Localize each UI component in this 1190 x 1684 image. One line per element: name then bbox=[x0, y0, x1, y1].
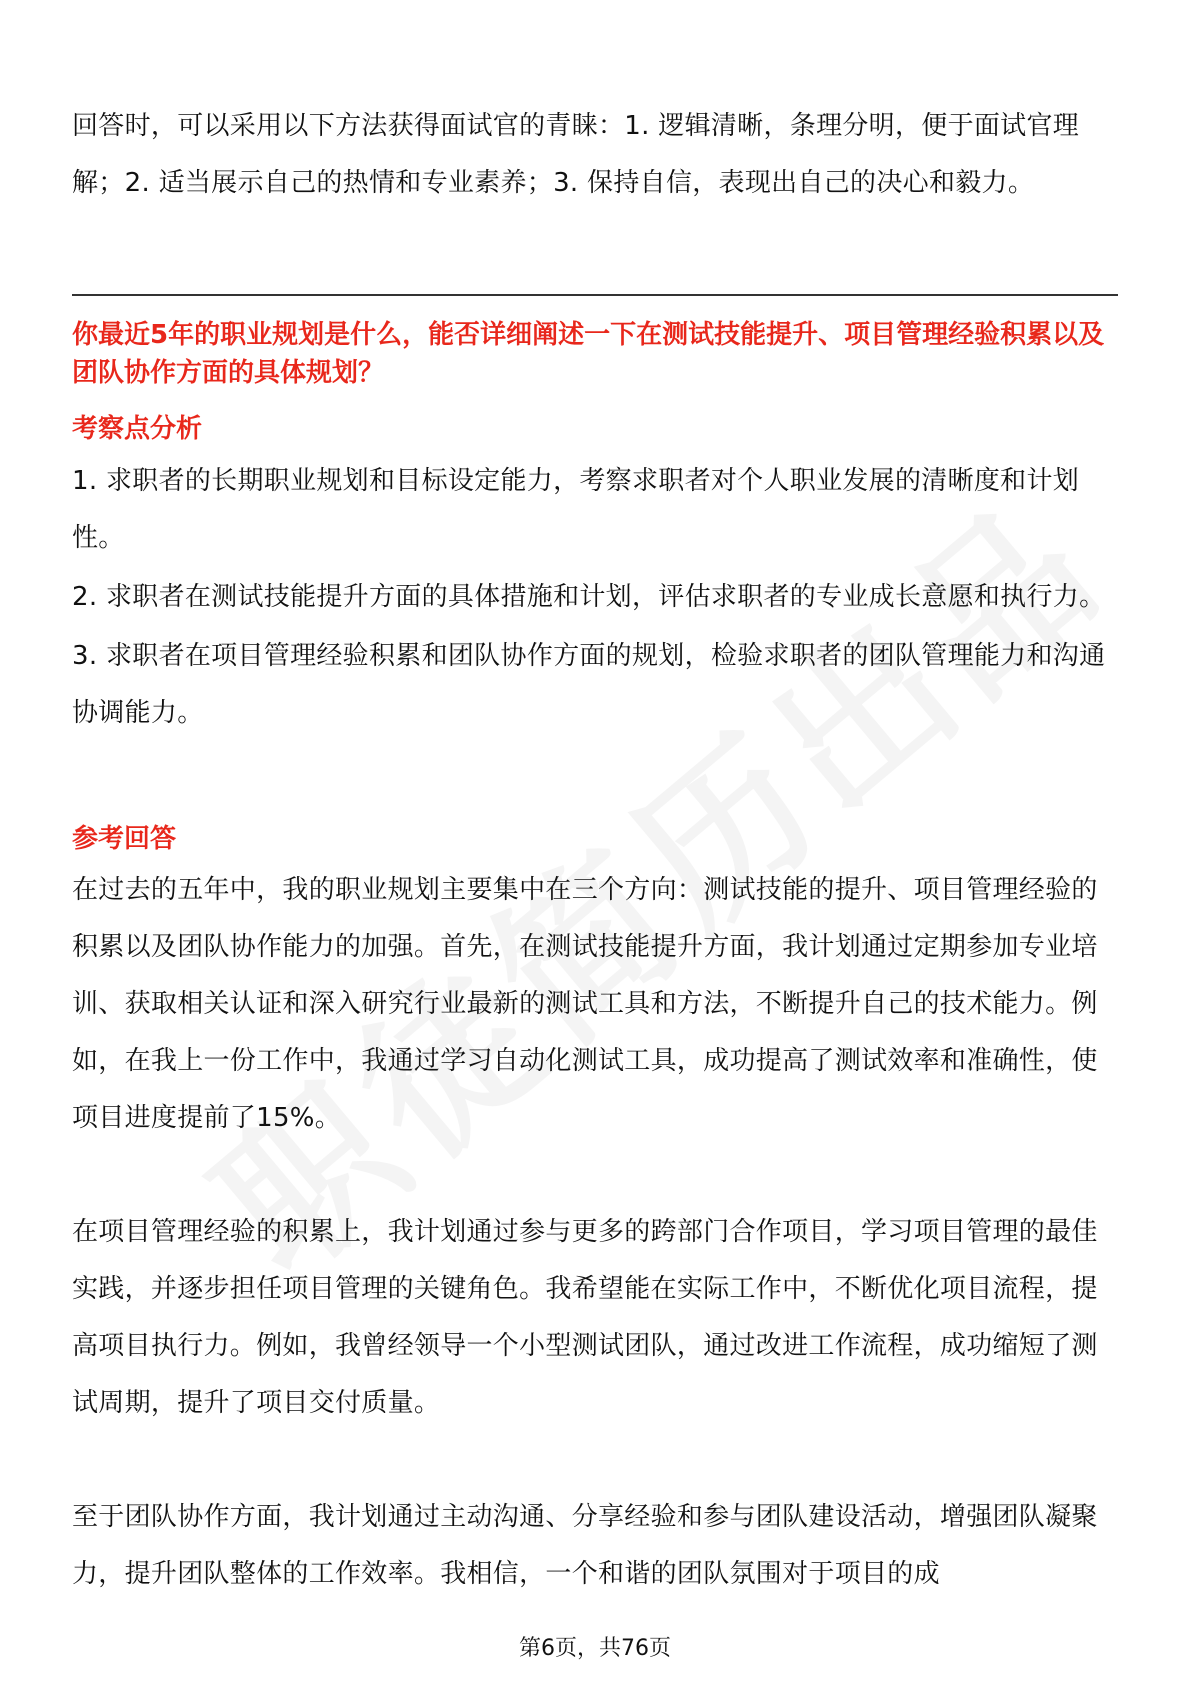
intro-paragraph-block bbox=[72, 98, 1118, 212]
analysis-heading: 考察点分析 bbox=[72, 414, 203, 444]
answer-paragraph: 在项目管理经验的积累上，我计划通过参与更多的跨部门合作项目，学习项目管理的最佳实践，并逐步担任项目管理的关键角色。我希望能在实际工作中，不断优化项目流程，提高项目执行力。例如，我曾经领导一个小型测试团队，通过改进工作流程，成功缩短了测试周期，提升了项目交付质量。 bbox=[72, 1217, 1098, 1418]
answer-paragraph: 至于团队协作方面，我计划通过主动沟通、分享经验和参与团队建设活动，增强团队凝聚力，提升团队整体的工作效率。我相信，一个和谐的团队氛围对于项目的成 bbox=[72, 1502, 1098, 1589]
analysis-point: 1. 求职者的长期职业规划和目标设定能力，考察求职者对个人职业发展的清晰度和计划性。 bbox=[72, 466, 1080, 553]
analysis-point: 3. 求职者在项目管理经验积累和团队协作方面的规划，检验求职者的团队管理能力和沟通协调能力。 bbox=[72, 641, 1106, 728]
intro-paragraph: 回答时，可以采用以下方法获得面试官的青睐：1. 逻辑清晰，条理分明，便于面试官理解；2. 适当展示自己的热情和专业素养；3. 保持自信，表现出自己的决心和毅力。 bbox=[72, 111, 1080, 198]
section-divider bbox=[72, 294, 1118, 296]
page-footer: 第6页，共76页 bbox=[519, 1636, 671, 1661]
question-title: 你最近5年的职业规划是什么，能否详细阐述一下在测试技能提升、项目管理经验积累以及团队协作方面的具体规划？ bbox=[72, 320, 1105, 388]
answer-paragraph: 在过去的五年中，我的职业规划主要集中在三个方向：测试技能的提升、项目管理经验的积累以及团队协作能力的加强。首先，在测试技能提升方面，我计划通过定期参加专业培训、获取相关认证和深入研究行业最新的测试工具和方法，不断提升自己的技术能力。例如，在我上一份工作中，我通过学习自动化测试工具，成功提高了测试效率和准确性，使项目进度提前了15%。 bbox=[72, 875, 1098, 1133]
answer-body bbox=[72, 862, 1118, 1603]
analysis-point: 2. 求职者在测试技能提升方面的具体措施和计划，评估求职者的专业成长意愿和执行力。 bbox=[72, 582, 1106, 612]
answer-heading: 参考回答 bbox=[72, 824, 177, 854]
analysis-points bbox=[72, 453, 1118, 742]
